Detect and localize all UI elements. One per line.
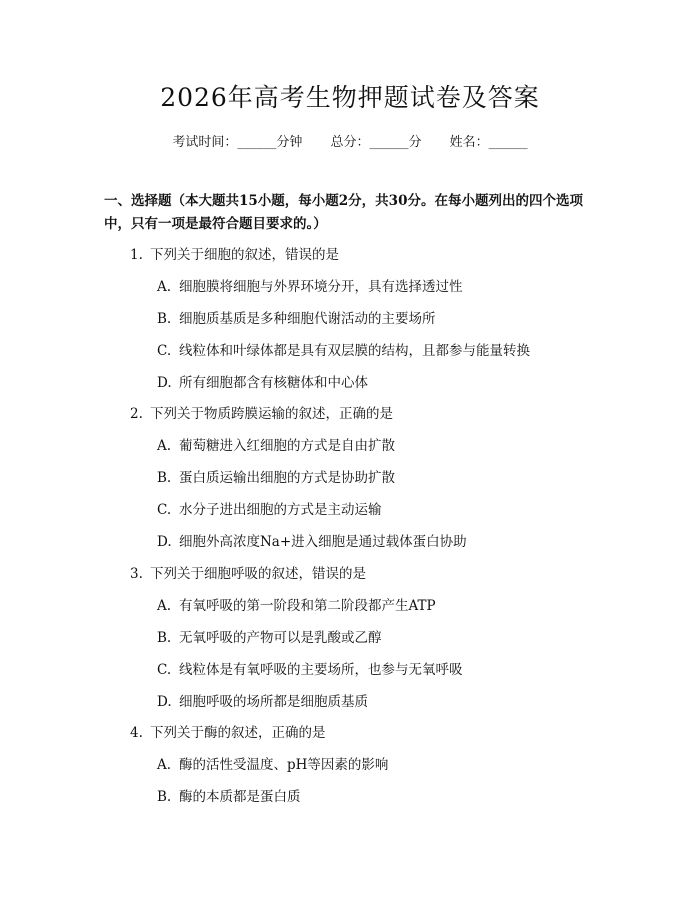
page-title: 2026年高考生物押题试卷及答案	[160, 83, 540, 112]
option-text: 水分子进出细胞的方式是主动运输	[179, 502, 382, 518]
question-number: 3.	[130, 566, 143, 582]
option-letter: A.	[157, 279, 172, 295]
time-label: 考试时间：	[172, 135, 238, 150]
option	[157, 434, 395, 454]
option-text: 细胞呼吸的场所都是细胞质基质	[179, 694, 368, 710]
option-letter: B.	[157, 311, 172, 327]
exam-time	[172, 135, 302, 150]
question-number: 4.	[130, 725, 143, 741]
option-letter: C.	[157, 343, 172, 359]
option-letter: B.	[157, 630, 172, 646]
option-text: 细胞膜将细胞与外界环境分开，具有选择透过性	[179, 279, 463, 295]
score-blank: ______	[369, 135, 409, 150]
question-number: 2.	[130, 406, 143, 422]
option-text: 细胞外高浓度Na+进入细胞是通过载体蛋白协助	[179, 534, 467, 550]
option-letter: B.	[157, 470, 172, 486]
option-letter: B.	[157, 789, 172, 805]
option-text: 无氧呼吸的产物可以是乳酸或乙醇	[179, 630, 382, 646]
option-text: 蛋白质运输出细胞的方式是协助扩散	[179, 470, 395, 486]
option-text: 所有细胞都含有核糖体和中心体	[179, 375, 368, 391]
option-text: 有氧呼吸的第一阶段和第二阶段都产生ATP	[179, 598, 436, 614]
time-unit: 分钟	[276, 135, 303, 150]
section-heading: 一、选择题（本大题共15小题，每小题2分，共30分。在每小题列出的四个选项中，只有一项是最符合题目要求的。）	[104, 193, 583, 232]
option	[157, 753, 388, 773]
question-text: 下列关于酶的叙述，正确的是	[150, 725, 326, 741]
option-text: 细胞质基质是多种细胞代谢活动的主要场所	[179, 311, 436, 327]
option-letter: D.	[157, 375, 172, 391]
question-stem	[130, 562, 366, 582]
option	[157, 785, 301, 805]
option-text: 线粒体是有氧呼吸的主要场所，也参与无氧呼吸	[179, 662, 463, 678]
option-text: 线粒体和叶绿体都是具有双层膜的结构，且都参与能量转换	[179, 343, 530, 359]
option	[157, 339, 530, 359]
question-stem	[130, 243, 339, 263]
option	[157, 307, 436, 327]
option	[157, 530, 467, 550]
total-score	[330, 135, 421, 150]
option-text: 酶的本质都是蛋白质	[179, 789, 301, 805]
option-letter: A.	[157, 757, 172, 773]
option	[157, 466, 395, 486]
option-letter: D.	[157, 694, 172, 710]
name-label: 姓名：	[449, 135, 489, 150]
time-blank: ______	[237, 135, 277, 150]
option-letter: C.	[157, 662, 172, 678]
score-label: 总分：	[330, 135, 370, 150]
option	[157, 498, 382, 518]
option-letter: A.	[157, 438, 172, 454]
question-stem	[130, 721, 326, 741]
option	[157, 626, 382, 646]
option	[157, 594, 436, 614]
score-unit: 分	[408, 135, 422, 150]
option-letter: A.	[157, 598, 172, 614]
exam-meta	[0, 131, 700, 150]
option-text: 葡萄糖进入红细胞的方式是自由扩散	[179, 438, 395, 454]
option	[157, 275, 463, 295]
question-number: 1.	[130, 247, 143, 263]
question-text: 下列关于细胞的叙述，错误的是	[150, 247, 339, 263]
option	[157, 371, 368, 391]
option-letter: C.	[157, 502, 172, 518]
option	[157, 690, 368, 710]
question-text: 下列关于物质跨膜运输的叙述，正确的是	[150, 406, 393, 422]
option-letter: D.	[157, 534, 172, 550]
student-name	[450, 135, 528, 150]
question-text: 下列关于细胞呼吸的叙述，错误的是	[150, 566, 366, 582]
option	[157, 658, 463, 678]
name-blank: ______	[488, 135, 528, 150]
option-text: 酶的活性受温度、pH等因素的影响	[179, 757, 389, 773]
question-stem	[130, 402, 393, 422]
